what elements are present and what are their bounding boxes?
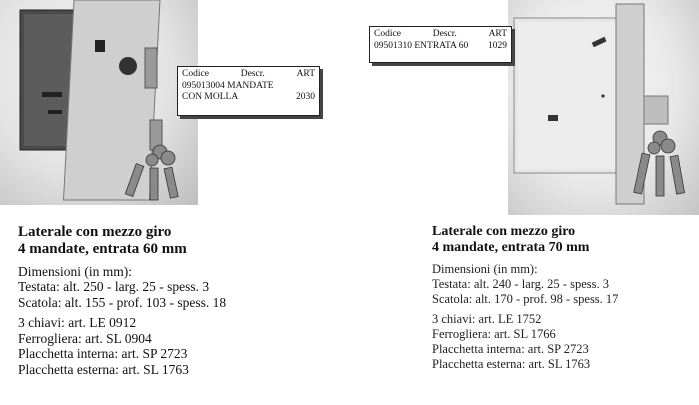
code-line1-text: 095013004 MANDATE (182, 80, 274, 91)
code-box-header (374, 29, 507, 41)
testata-spec: Testata: alt. 250 - larg. 25 - spess. 3 (18, 279, 210, 294)
code-header-descr: Descr. (240, 69, 265, 79)
code-header-art: ART (296, 69, 315, 79)
placchetta-esterna-spec: Placchetta esterna: art. SL 1763 (432, 357, 591, 371)
scatola-spec: Scatola: alt. 155 - prof. 103 - spess. 18 (18, 294, 227, 310)
code-header-art: ART (488, 29, 507, 39)
code-line1-text: 09501310 ENTRATA 60 (374, 40, 469, 51)
right-product-description (432, 224, 697, 372)
scatola-spec: Scatola: alt. 170 - prof. 98 - spess. 17 (432, 292, 619, 306)
left-product-description (18, 224, 318, 377)
ferrogliera-spec: Ferrogliera: art. SL 0904 (18, 330, 152, 346)
dimensions-label: Dimensioni (in mm): (18, 264, 132, 279)
product-title-line2: 4 mandate, entrata 70 mm (432, 240, 590, 255)
left-lock-illustration (0, 0, 198, 205)
chiavi-spec: 3 chiavi: art. LE 1752 (432, 312, 542, 326)
left-lock-photo (0, 0, 198, 205)
testata-spec: Testata: alt. 240 - larg. 25 - spess. 3 (432, 277, 609, 291)
code-header-codice: Codice (374, 29, 401, 39)
right-code-box (369, 26, 512, 63)
placchetta-esterna-spec: Placchetta esterna: art. SL 1763 (18, 361, 189, 377)
code-line2-text: CON MOLLA (182, 92, 239, 102)
code-line1-art: 1029 (488, 40, 507, 51)
dimensions-label: Dimensioni (in mm): (432, 262, 538, 276)
ferrogliera-spec: Ferrogliera: art. SL 1766 (432, 327, 556, 341)
product-title-line1: Laterale con mezzo giro (18, 224, 172, 240)
code-header-descr: Descr. (432, 29, 457, 39)
code-line2-art: 2030 (296, 92, 315, 102)
left-code-box (177, 66, 320, 116)
code-box-line1 (182, 81, 315, 93)
product-title-line2: 4 mandate, entrata 60 mm (18, 241, 187, 257)
right-lock-photo (508, 0, 699, 215)
right-lock-illustration (508, 0, 699, 215)
code-box-header (182, 69, 315, 81)
placchetta-interna-spec: Placchetta interna: art. SP 2723 (18, 346, 188, 361)
code-header-codice: Codice (182, 69, 209, 79)
placchetta-interna-spec: Placchetta interna: art. SP 2723 (432, 342, 589, 356)
chiavi-spec: 3 chiavi: art. LE 0912 (18, 315, 137, 330)
code-box-line2 (182, 92, 315, 104)
product-title-line1: Laterale con mezzo giro (432, 224, 576, 239)
code-box-line1 (374, 41, 507, 53)
